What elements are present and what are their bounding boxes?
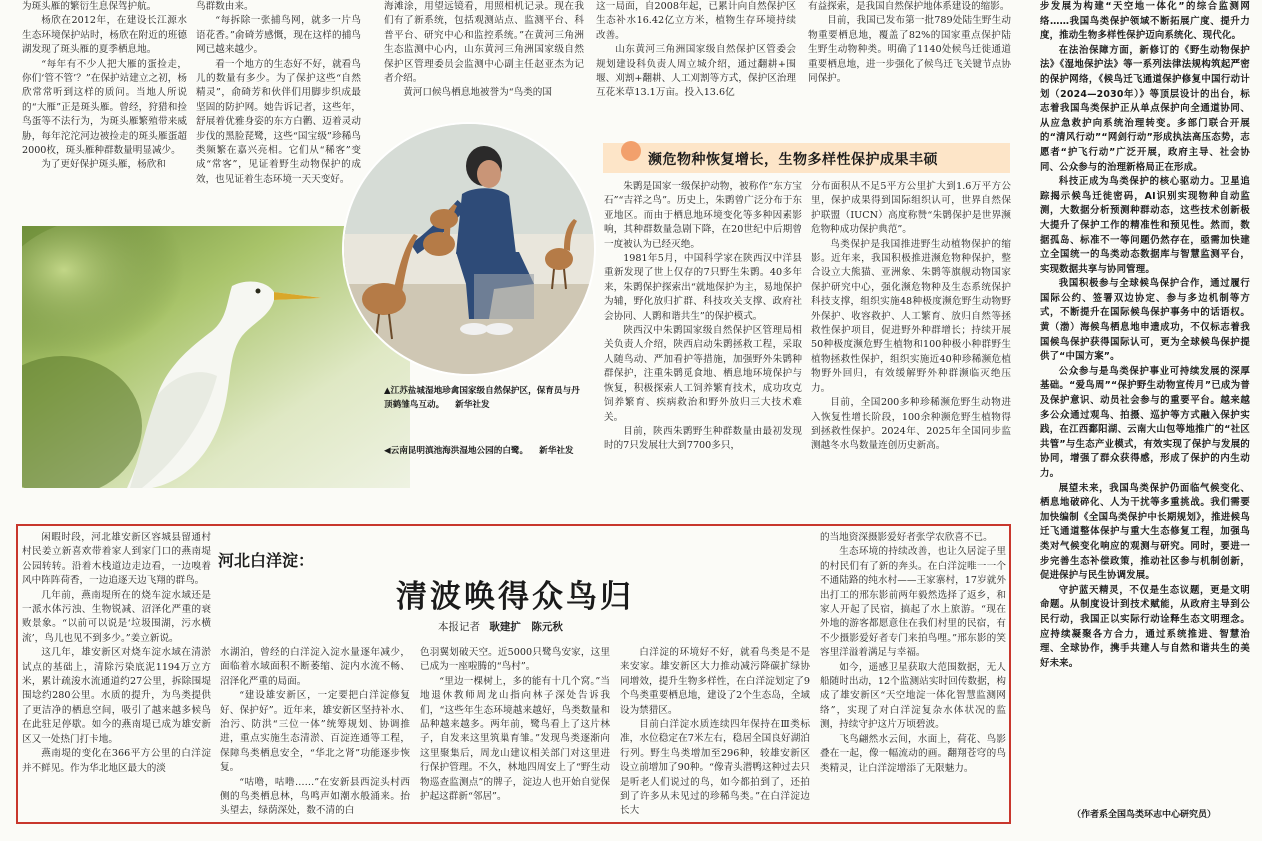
crane-keeper-illustration bbox=[344, 124, 594, 374]
top-mid-column-3: 有益探索，是我国自然保护地体系建设的缩影。 目前，我国已发布第一批789处陆生野生动物重要栖息地，覆盖了82%的国家重点保护陆生野生动物种类。明确了1140处候鸟迁徙通道重要栖息地，进一步强化了候鸟迁飞关键节点协同保护。 bbox=[808, 1, 1011, 85]
top-mid-column-2: 这一局面，自2008年起，已累计向自然保护区生态补水16.42亿立方米，植物生存环境持续改善。 山东黄河三角洲国家级自然保护区管委会规划建设科负责人周立城介绍，通过翻耕+围堰、刈割+翻耕、人工刈割等方式，保护区治理互花米草13.1万亩。投入13.6亿 bbox=[596, 1, 796, 99]
section-banner-title: 濒危物种恢复增长，生物多样性保护成果丰硕 bbox=[648, 152, 938, 168]
feature-kicker: 河北白洋淀： bbox=[218, 551, 315, 570]
feature-column-1: 闲暇时段，河北雄安新区容城县留通村村民姜立新喜欢带着家人到家门口的燕南堤公园转转。沿着木栈道边走边看，一边嗅着风中阵阵荷香，一边追逐天边飞翔的群鸟。 几年前，燕南堤所在的烧车淀水域还是一派水体污浊、生物锐减、沼泽化严重的衰败景象。“以前可以说是‘垃圾围湖，污水横流’，鸟儿也见不到多少。”姜立新说。 这几年，雄安新区对烧车淀水域在清淤试点的基础上，清除污染底泥1194万立方米，累计疏浚水流通道约27公里，拆除围堤围埝约280公里。水质的提升，为鸟类提供了更洁净的栖息空间，吸引了越来越多候鸟在此驻足停歇。如今的燕南堤已成为雄安新区又一处热门打卡地。 燕南堤的变化在366平方公里的白洋淀并不鲜见。作为华北地区最大的淡 bbox=[22, 532, 211, 774]
top-mid-column-1: 海滩涂，用望远镜看，用照相机记录。现在我们有了新系统，包括观测站点、监测平台、科普平台、研究中心和监控系统。”在黄河三角洲生态监测中心内，山东黄河三角洲国家级自然保护区管理委员会监测中心副主任赵亚杰为记者介绍。 黄河口候鸟栖息地被誉为“鸟类的国 bbox=[384, 1, 584, 99]
feature-byline: 本报记者 耿建扩 陈元秋 bbox=[438, 621, 563, 633]
crane-keeper-photo bbox=[342, 122, 596, 376]
top-left-column-1: 为斑头雁的繁衍生息保驾护航。 杨欣在2012年，在建设长江源水生态环境保护站时，杨欣在附近的班德湖发现了斑头雁的夏季栖息地。 “每年有不少人把大雁的蛋捡走，你们‘管不管’？”在保护站建立之初，杨欣常常听到这样的质问。当地人所说的“大雁”正是斑头雁。曾经，狩猎和捡鸟蛋等不法行为，为斑头雁繁殖带来威胁，每年沱沱河边被捡走的斑头雁蛋超2000枚，斑头雁种群数量明显减少。 为了更好保护斑头雁，杨欣和 bbox=[22, 1, 187, 171]
commentary-column: 步发展为构建“天空地一体化”的综合监测网络……我国鸟类保护领域不断拓展广度、提升力度，推动生物多样性保护迈向系统化、现代化。 在法治保障方面，新修订的《野生动物保护法》《湿地保护法》等一系列法律法规构筑起严密的保护网络，《候鸟迁飞通道保护修复中国行动计划（2024—2030年）》等顶层设计的出台，标志着我国鸟类保护正从单点保护向全通道协同、从应急救护向系统治理转变。多部门联合开展的“清风行动”“网剑行动”形成执法高压态势，志愿者“护飞行动”广泛开展，政府主导、社会协同、公众参与的治理新格局正在形成。 科技正成为鸟类保护的核心驱动力。卫星追踪揭示候鸟迁徙密码，AI识别实现物种自动监测，大数据分析预测种群动态，这些技术创新极大提升了保护工作的精准性和预见性。然而，数据孤岛、标准不一等问题仍然存在，亟需加快建立全国统一的鸟类动态数据库与智慧监测平台，实现数据共享与协同管理。 我国积极参与全球候鸟保护合作，通过履行国际公约、签署双边协定、参与多边机制等方式，不断提升在国际候鸟保护事务中的话语权。黄（渤）海候鸟栖息地申遗成功，不仅标志着我国候鸟保护获得国际认可，更为全球候鸟保护提供了“中国方案”。 公众参与是鸟类保护事业可持续发展的深厚基础。“爱鸟周”“保护野生动物宣传月”已成为普及保护意识、动员社会参与的重要平台。越来越多公众通过观鸟、拍摄、巡护等方式融入保护实践，在江西鄱阳湖、云南大山包等地推广的“社区共管”与生态产业模式，有效实现了保护与发展的协同，增强了群众获得感，形成了保护的内生动力。 展望未来，我国鸟类保护仍面临气候变化、栖息地破碎化、人为干扰等多重挑战。我们需要加快编制《全国鸟类保护中长期规划》，推进候鸟迁飞通道整体保护与重大生态修复工程，加强鸟类对气候变化响应的观测与研究。同时，要进一步完善生态补偿政策，推动社区参与机制创新，促进保护与民生协调发展。 守护蓝天精灵，不仅是生态议题，更是文明命题。从制度设计到技术赋能，从政府主导到公民行动，我国正以实际行动诠释生态文明理念。应持续凝聚各方合力，通过系统推进、智慧治理、全球协作，携手共建人与自然和谐共生的美好未来。 bbox=[1040, 1, 1250, 669]
banner-dot-icon bbox=[621, 141, 641, 161]
feature-column-5: 的当地资深摄影爱好者张学农欣喜不已。 生态环境的持续改善，也让久居淀子里的村民们有了新的奔头。在白洋淀唯一一个不通陆路的纯水村——王家寨村，17岁就外出打工的邢东影前两年毅然选择了返乡，和家人开起了民宿，搞起了水上旅游。“现在外地的游客都愿意住在我们村里的民宿，有不少摄影爱好者专门来拍鸟哩。”邢东影的笑容里洋溢着满足与幸福。 如今，遥感卫星获取大范围数据，无人船随时出动，12个监测站实时回传数据，构成了雄安新区“天空地淀一体化智慧监测网络”，实现了对白洋淀复杂水体状况的监测，持续守护这片万顷碧波。 飞鸟翩然水云间，水面上，荷花、鸟影叠在一起，像一幅流动的画。翻翔苍穹的鸟类精灵，让白洋淀增添了无限魅力。 bbox=[820, 532, 1006, 774]
feature-column-4: 白洋淀的环境好不好，就看鸟类是不是来安家。雄安新区大力推动减污降碳扩绿协同增效，提升生物多样性，在白洋淀划定了9个鸟类重要栖息地，建设了2个生态岛，全域设为禁猎区。 目前白洋淀水质连续四年保持在Ⅲ类标准，水位稳定在7米左右，稳居全国良好湖泊行列。野生鸟类增加至296种，较雄安新区设立前增加了90种。“像青头潜鸭这种过去只是听老人们说过的鸟，如今都拍到了，还拍到了许多从未见过的珍稀鸟类。”在白洋淀边长大 bbox=[620, 647, 810, 817]
top-left-column-2: 鸟群数由来。 “每拆除一张捕鸟网，就多一片鸟语花香。”俞碕芳感慨，现在这样的捕鸟网已越来越少。 看一个地方的生态好不好，就看鸟儿的数量有多少。为了保护这些“自然精灵”，俞碕芳和伙伴们用脚步织成最坚固的防护网。她告诉记者，这些年，舒展着优雅身姿的东方白鹳、迈着灵动步伐的黑脸琵鹭，这些“国宝级”珍稀鸟类频繁在嘉兴亮相。它们从“稀客”变成“常客”，见证着野生动物保护的成效，也见证着生态环境一天天变好。 bbox=[196, 1, 361, 185]
feature-headline: 清波唤得众鸟归 bbox=[396, 579, 634, 615]
feature-column-3: 色羽翼划破天空。近5000只鹭鸟安家，这里已成为一座啦腾的“鸟村”。 “里边一棵树上，多的能有十几个窝。”当地退休教师周龙山指向林子深处告诉我们，“这些年生态环境越来越好，鸟类数量和品种越来越多。两年前，鹭鸟看上了这片林子，自发来这里筑巢育雏。”发现鸟类逐渐向这里聚集后，周龙山建议相关部门对这里进行保护管理。不久，林地四周安上了“野生动物巡查监测点”的牌子，淀边人也开始自觉保护起这群新“邻居”。 bbox=[420, 647, 610, 803]
caption-egret-photo: ◀云南昆明滇池海洪湿地公园的白鹭。 新华社发 bbox=[384, 446, 574, 456]
author-note: （作者系全国鸟类环志中心研究员） bbox=[1072, 810, 1217, 820]
species-column-1: 朱鹮是国家一级保护动物，被称作“东方宝石”“吉祥之鸟”。历史上，朱鹮曾广泛分布于东亚地区。而由于栖息地环境变化等多种因素影响，其种群数量急剧下降，在20世纪中后期曾一度被认为已经灭绝。 1981年5月，中国科学家在陕西汉中洋县重新发现了世上仅存的7只野生朱鹮。40多年来，朱鹮保护探索出“就地保护为主，易地保护为辅，野化放归扩群、科技攻关支撑、政府社会协同、人鹮和谐共生”的保护模式。 陕西汉中朱鹮国家级自然保护区管理局相关负责人介绍，陕西启动朱鹮拯救工程，采取人随鸟动、严加看护等措施，加强野外朱鹮种群保护，注重朱鹮觅食地、栖息地环境保护与恢复，积极探索人工饲养繁育技术，成功攻克饲养繁育、疾病救治和野外放归三大技术难关。 目前，陕西朱鹮野生种群数量由最初发现时的7只发展壮大到7700多只， bbox=[604, 181, 802, 452]
caption-crane-photo: ▲江苏盐城湿地珍禽国家级自然保护区，保育员与丹顶鹤雏鸟互动。 新华社发 bbox=[384, 386, 580, 410]
feature-column-2: 水湖泊，曾经的白洋淀入淀水量逐年减少，面临着水域面积不断萎缩、淀内水流不畅、沼泽化严重的局面。 “建设雄安新区，一定要把白洋淀修复好、保护好”。近年来，雄安新区坚持补水、治污、防洪“三位一体”统筹规划、协调推进，重点实施生态清淤、百淀连通等工程，保障鸟类栖息安全，“华北之肾”功能逐步恢复。 “咕噜，咕噜……”在安新县西淀头村西侧的鸟类栖息林，鸟鸣声如潮水般涌来。抬头望去，绿荫深处，数不清的白 bbox=[220, 647, 410, 817]
species-column-2: 分布面积从不足5平方公里扩大到1.6万平方公里，保护成果得到国际组织认可，世界自然保护联盟（IUCN）高度称赞“朱鹮保护是世界濒危物种成功保护典范”。 鸟类保护是我国推进野生动植物保护的缩影。近年来，我国积极推进濒危物种保护，整合设立大熊猫、亚洲象、朱鹮等旗舰动物国家保护研究中心，强化濒危物种及生态系统保护科技支撑，组织实施48种极度濒危野生动物野外保护、收容救护、人工繁育、放归自然等拯救性保护项目，促进野外种群增长；持续开展50种极度濒危野生植物和100种极小种群野生植物拯救性保护，组织实施近40种珍稀濒危植物野外回归，有效缓解野外种群濒临灭绝压力。 目前，全国200多种珍稀濒危野生动物进入恢复性增长阶段，100余种濒危野生植物得到拯救性保护。2024年、2025年全国同步监测越冬水鸟数量连创历史新高。 bbox=[811, 181, 1011, 452]
section-banner bbox=[603, 143, 1010, 173]
